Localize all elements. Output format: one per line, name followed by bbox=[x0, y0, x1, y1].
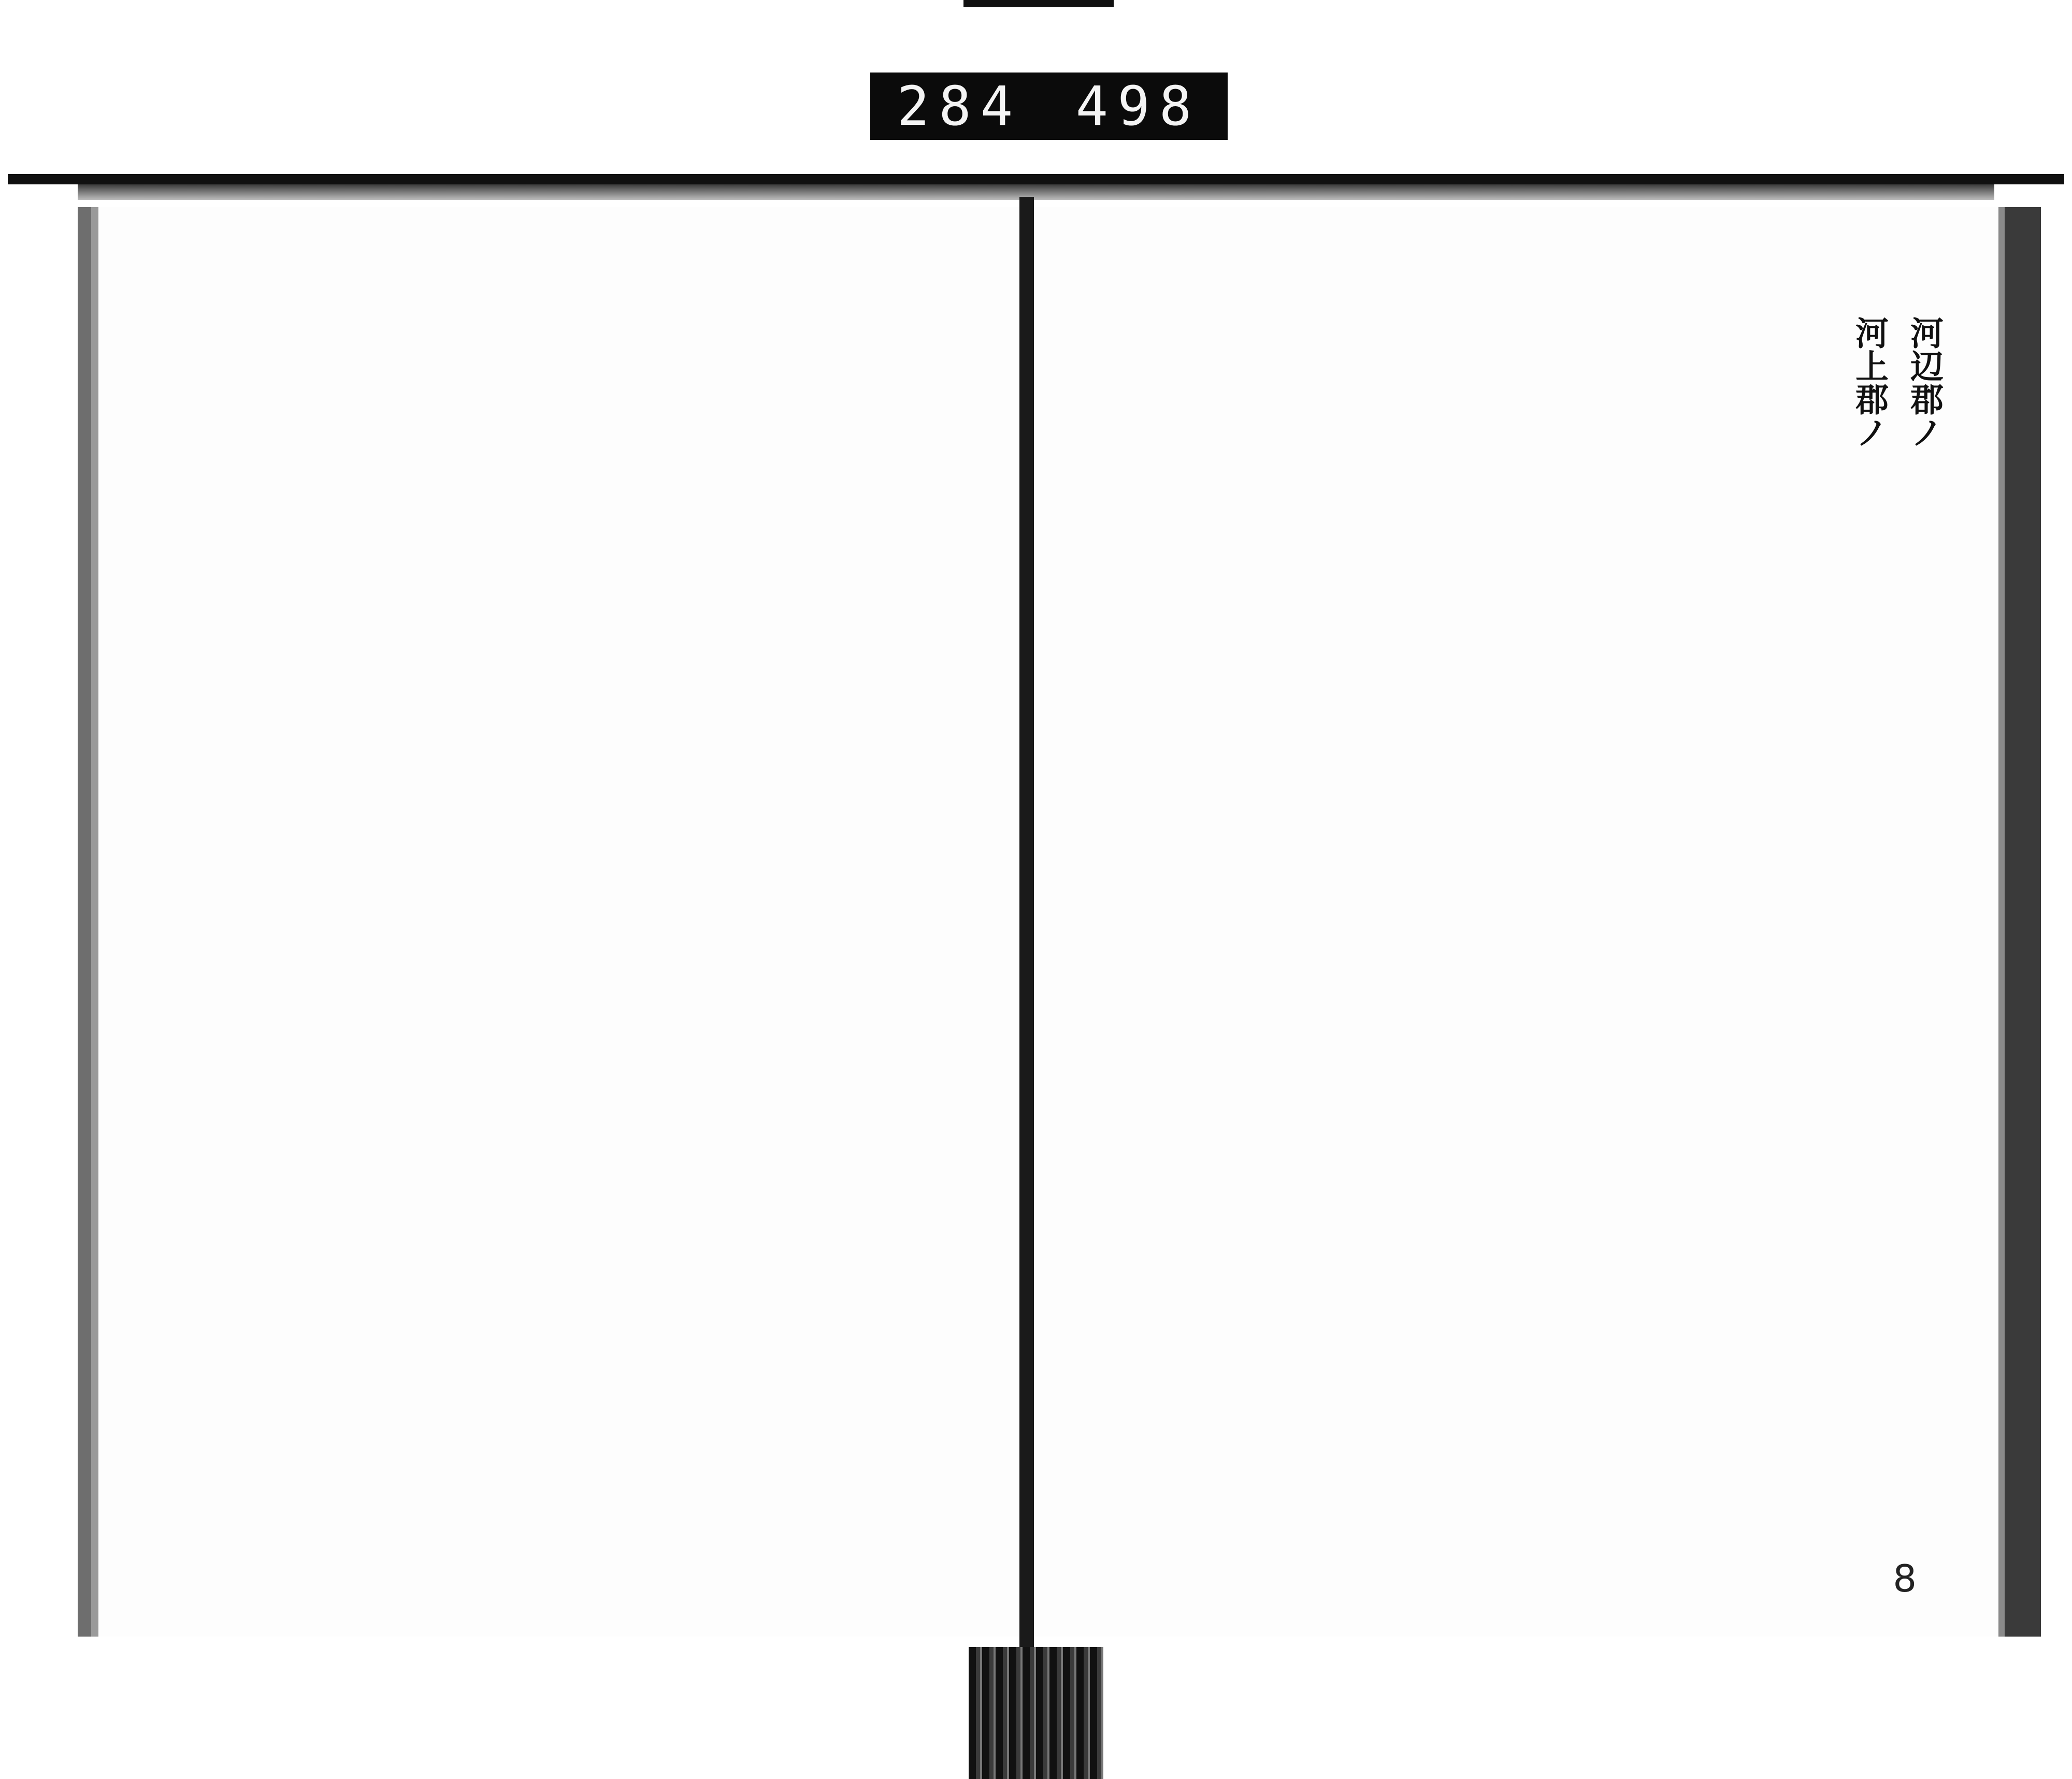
verse bbox=[86, 316, 130, 1590]
frame-counter bbox=[870, 73, 1228, 140]
open-book bbox=[78, 197, 2005, 1652]
book-spine-edge bbox=[969, 1647, 1103, 1779]
verse bbox=[361, 316, 404, 1590]
right-page-verses bbox=[1062, 316, 1948, 1590]
book-gutter bbox=[1019, 197, 1034, 1652]
verse bbox=[800, 316, 843, 1590]
verse bbox=[1355, 316, 1399, 1590]
verse bbox=[525, 316, 569, 1590]
page-number: 8 bbox=[1893, 1557, 1917, 1600]
verse bbox=[1575, 316, 1618, 1590]
header-rule bbox=[8, 174, 2064, 184]
verse bbox=[1849, 316, 1893, 1590]
left-page-verses bbox=[138, 316, 1008, 1590]
verse bbox=[1300, 316, 1344, 1590]
verse bbox=[1081, 316, 1124, 1590]
verse-author: 河辺郡ノ bbox=[1905, 316, 1944, 449]
right-page bbox=[1031, 207, 2041, 1637]
verse bbox=[1410, 316, 1454, 1590]
tape-fragment bbox=[963, 0, 1114, 7]
verse bbox=[1794, 316, 1838, 1590]
verse bbox=[745, 316, 788, 1590]
left-page bbox=[78, 207, 1039, 1637]
verse bbox=[141, 316, 184, 1590]
verse-author: 河上郡ノ bbox=[1850, 316, 1889, 449]
verse bbox=[855, 316, 898, 1590]
verse bbox=[1245, 316, 1289, 1590]
verse bbox=[415, 316, 459, 1590]
verse bbox=[1520, 316, 1563, 1590]
verse bbox=[965, 316, 1008, 1590]
verse bbox=[251, 316, 294, 1590]
verse bbox=[1190, 316, 1234, 1590]
verse bbox=[635, 316, 679, 1590]
verse bbox=[1135, 316, 1179, 1590]
verse bbox=[910, 316, 953, 1590]
verse bbox=[580, 316, 624, 1590]
verse bbox=[306, 316, 349, 1590]
frame-number-right: 498 bbox=[1075, 75, 1201, 138]
verse bbox=[196, 316, 239, 1590]
verse bbox=[470, 316, 514, 1590]
verse bbox=[690, 316, 733, 1590]
verse bbox=[1739, 316, 1783, 1590]
verse bbox=[1031, 316, 1069, 1590]
verse bbox=[1685, 316, 1728, 1590]
verse bbox=[1465, 316, 1508, 1590]
verse bbox=[1630, 316, 1673, 1590]
verse bbox=[1904, 316, 1948, 1590]
frame-number-left: 284 bbox=[897, 75, 1023, 138]
